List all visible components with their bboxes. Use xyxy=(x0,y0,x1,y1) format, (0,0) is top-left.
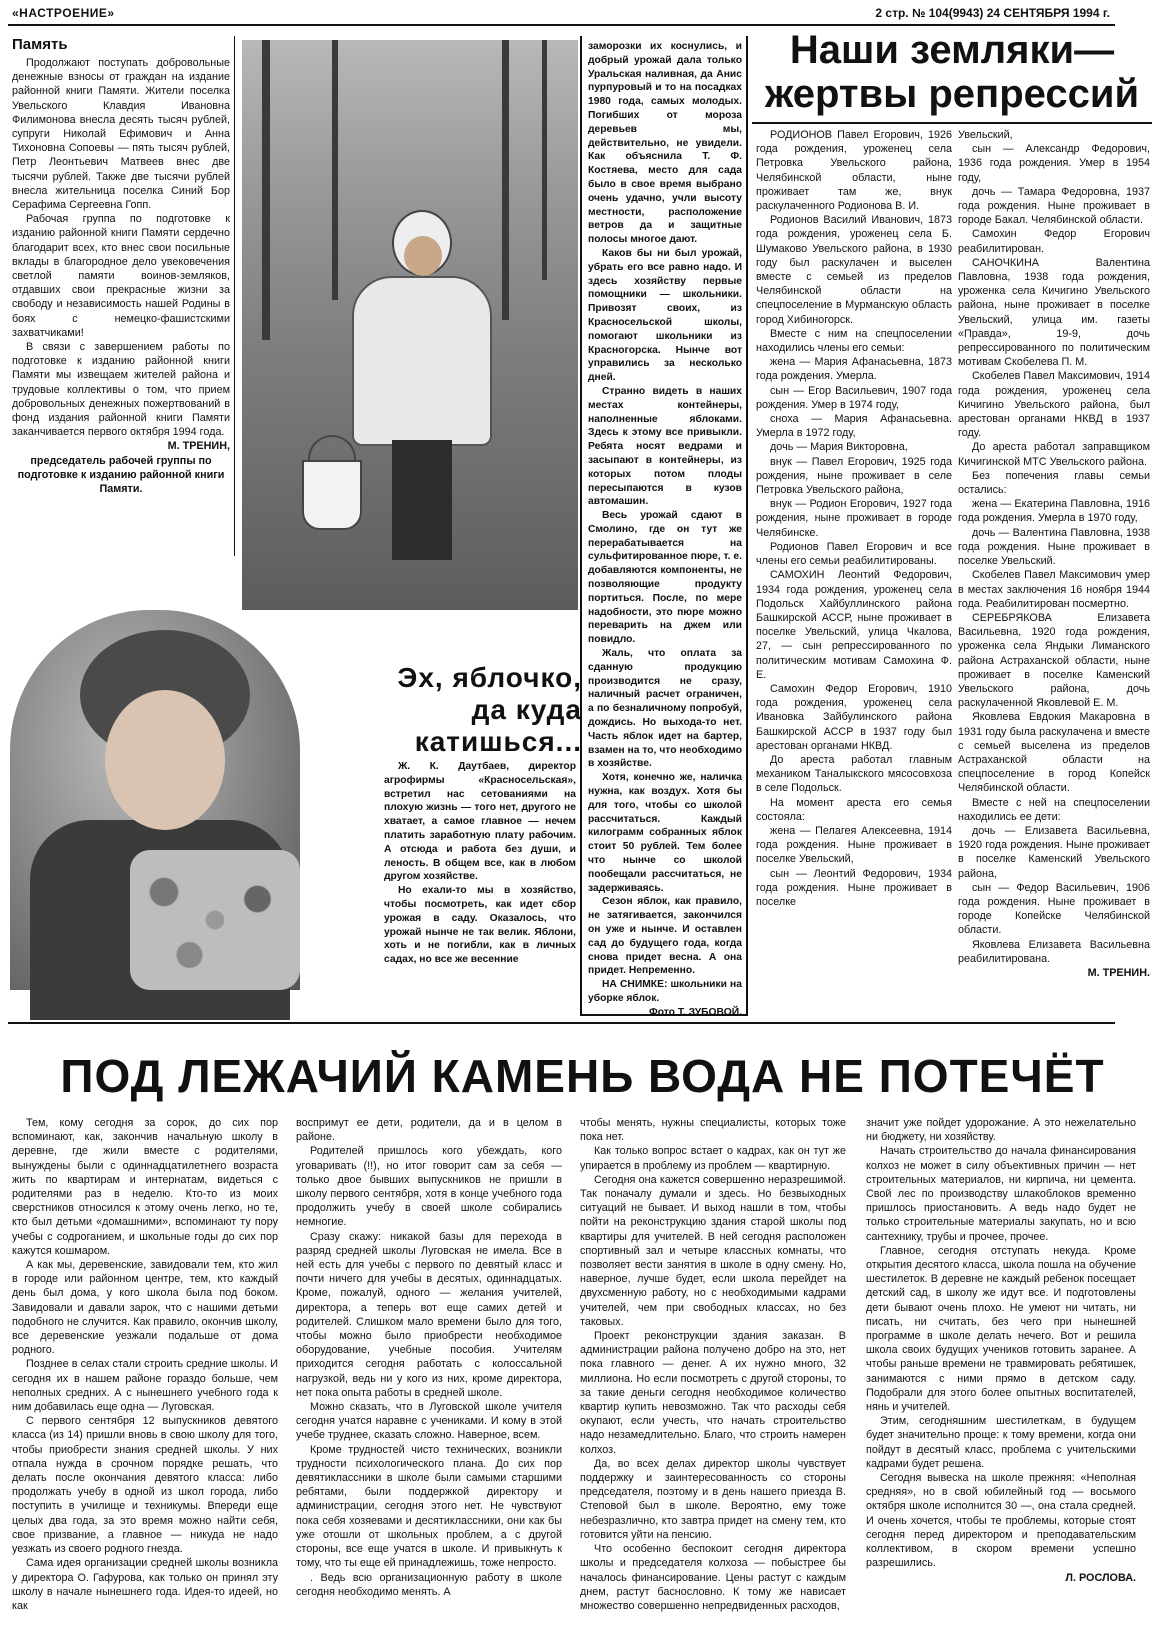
apple-paragraph: Весь урожай сдают в Смолино, где он тут же перерабатывается на сульфитированное пюре, т. е. добавляются компоненты, не позволяющие продукту портиться. После, по мере надобности, это пюре можно переварить на джем или повидло. xyxy=(588,510,742,646)
repression-title-line: жертвы репрессий xyxy=(764,72,1140,116)
kamen-column-4 xyxy=(866,1116,1136,1640)
photo-caption: НА СНИМКЕ: школьники на уборке яблок. xyxy=(588,979,742,1004)
repression-paragraph: СЕРЕБРЯКОВА Елизавета Васильевна, 1920 года рождения, уроженка села Яндыки Лиманского района Астраханской области, ныне проживает в поселке Каменский Увельского района, дочь раскулаченной Яковлевой Е. М. xyxy=(958,611,1150,710)
kamen-paragraph: Позднее в селах стали строить средние школы. И сегодня их в нашем районе гораздо больше, чем неполных средних. А с нынешнего учебного года к ним добавилась еще одна — Луговская. xyxy=(12,1358,278,1414)
repression-paragraph: Самохин Федор Егорович реабилитирован. xyxy=(958,228,1150,255)
kamen-paragraph: Этим, сегодняшним шестилеткам, в будущем будет значительно проще: к тому времени, когда они пойдут в десятый класс, проблема с учительскими кадрами будет решена. xyxy=(866,1415,1136,1470)
repression-paragraph: сын — Леонтий Федорович, 1934 года рождения. Ныне проживает в поселке xyxy=(756,867,952,908)
pamyat-paragraph: В связи с завершением работы по подготовке к изданию районной книги Памяти мы извещаем жителей района и трудовые коллективы о том, что прием добровольных денежных пожертвований в фонд издания районной книги Памяти заканчивается первого октября 1994 года. xyxy=(12,341,230,439)
repression-paragraph: Скобелев Павел Максимович умер в местах заключения 16 ноября 1944 года. Реабилитирован посмертно. xyxy=(958,569,1150,610)
repression-paragraph: Вместе с ним на спецпоселении находились члены его семьи: xyxy=(756,327,952,355)
kamen-paragraph: Сегодня она кажется совершенно неразрешимой. Так поначалу думали и здесь. Но безвыходных ситуаций не бывает. И выход нашли в том, чтобы пойти на реконструкцию здания старой школы под квартиры для учителей. В ней сегодня расположен спортивный зал и четыре классных комнаты, что позволяет вести занятия в школе в одну смену. Но, наверное, лучше будет, если школа перейдет на двухсменную работу, но с необходимыми кадрами учителей, чем при свободных классах, но без таковых. xyxy=(580,1173,846,1328)
repression-column-1 xyxy=(756,128,952,1016)
pamyat-signature: М. ТРЕНИН, xyxy=(167,440,230,453)
kamen-paragraph: Как только вопрос встает о кадрах, как он тут же упирается в проблему из проблем — квартирную. xyxy=(580,1145,846,1172)
kamen-paragraph: Родителей пришлось кого убеждать, кого уговаривать (!!), но итог говорит сам за себя — только двое бывших выпускников не пришли в школу первого сентября, хотя в конце учебного года продолжить учебу в своей школе собирались немногие. xyxy=(296,1145,562,1229)
kamen-paragraph: Главное, сегодня отступать некуда. Кроме открытия десятого класса, школа пошла на обучение шестилеток. В деревне не каждый ребенок посещает детский сад, в школу же идут все. И подготовлены дети бывают очень плохо. Не умеют ни читать, ни писать, ни считать, без чего при нынешней программе в школе делать нечего. Вот и решила школа своих будущих учеников готовить заранее. А чтобы раньше времени не травмировать ребятишек, занимаются с ними прямо в детском саду. Подобрали для этого более опытных воспитателей, нянь и учителей. xyxy=(866,1244,1136,1414)
repression-paragraph: дочь — Тамара Федоровна, 1937 года рождения. Ныне проживает в городе Бакал. Челябинской области. xyxy=(958,185,1150,227)
repression-paragraph: внук — Родион Егорович, 1927 года рождения, ныне проживает в городе Челябинске. xyxy=(756,498,952,539)
repression-signature: М. ТРЕНИН. xyxy=(1087,966,1150,979)
pamyat-paragraph: Рабочая группа по подготовке к изданию районной книги Памяти сердечно благодарит всех, кто внес свои посильные вклады в благородное дело увековечения светлой памяти воинов-земляков, отдавших свои прекрасные жизни за свободу и независимость нашей Родины в боях с немецко-фашистскими захватчиками! xyxy=(12,213,230,339)
repression-paragraph: сын — Егор Васильевич, 1907 года рождения. Умер в 1974 году, xyxy=(756,384,952,411)
repression-paragraph: Яковлева Евдокия Макаровна в 1931 году была раскулачена и вместе с семьей выселена из пределов Астраханской области на спецпоселение в город Копейск Челябинской области. xyxy=(958,711,1150,795)
apple-paragraph: Каков бы ни был урожай, убрать его все равно надо. И здесь хозяйству первые помощники — школьники. Привозят своих, из Красносельской школы, помогают школьники из Красногорска. Нынче вот управились за несколько дней. xyxy=(588,247,742,384)
kamen-paragraph: . Ведь всю организационную работу в школе сегодня необходимо менять. А xyxy=(296,1571,562,1598)
issue-info: 2 стр. № 104(9943) 24 СЕНТЯБРЯ 1994 г. xyxy=(875,6,1110,20)
repression-paragraph: сын — Федор Васильевич, 1906 года рождения. Ныне проживает в городе Копейске Челябинской области. xyxy=(958,881,1150,937)
repression-paragraph: На момент ареста его семья состояла: xyxy=(756,796,952,823)
repression-paragraph: Вместе с ней на спецпоселении находились ее дети: xyxy=(958,796,1150,823)
pamyat-title: Память xyxy=(12,36,68,53)
repression-title xyxy=(752,28,1152,116)
apple-title-line: катишься... xyxy=(414,726,582,757)
apple-paragraph: Хотя, конечно же, наличка нужна, как воздух. Хотя бы для того, чтобы со школой рассчитаться. Каждый килограмм собранных яблок стоит 50 рублей. Тем более что нынче со школой пообещали рассчитаться, не задерживаясь. xyxy=(588,772,742,894)
kamen-paragraph: Можно сказать, что в Луговской школе учителя сегодня учатся наравне с учениками. И кому в этой учебе труднее, сказать сложно. Наверное, всем. xyxy=(296,1401,562,1442)
kamen-paragraph: Сегодня вывеска на школе прежняя: «Неполная средняя», но в свой юбилейный год — восьмого октября школе исполнится 30 —, она стала средней. И очень хочется, чтобы те проблемы, которые стоят сегодня перед директором и преподавательским коллективом, в скором времени успешно разрешились. xyxy=(866,1472,1136,1570)
header-rule xyxy=(8,24,1115,26)
photo-woman-with-apples xyxy=(10,610,300,990)
apple-paragraph: Но ехали-то мы в хозяйство, чтобы посмотреть, как идет сбор урожая в саду. Оказалось, что урожай нынче не так велик. Яблони, хоть и не погибли, как в личных садах, но все же весенние xyxy=(384,885,576,966)
repression-paragraph: Самохин Федор Егорович, 1910 года рождения, уроженец села Ивановка Зайбулинского района Башкирской АССР в 1937 году был арестован органами НКВД. xyxy=(756,682,952,752)
kamen-column-1 xyxy=(12,1116,278,1640)
repression-paragraph: внук — Павел Егорович, 1925 года рождения, ныне проживает в селе Петровка Увельского района, xyxy=(756,455,952,497)
apple-title-line: Эх, яблочко, xyxy=(397,662,582,693)
kamen-article-title: ПОД ЛЕЖАЧИЙ КАМЕНЬ ВОДА НЕ ПОТЕЧЁТ xyxy=(60,1050,1105,1102)
kamen-paragraph: чтобы менять, нужны специалисты, которых тоже пока нет. xyxy=(580,1117,846,1144)
kamen-paragraph: Да, во всех делах директор школы чувствует поддержку и заинтересованность со стороны председателя, поэтому и в день нашего приезда В. Степовой был в школе. Вероятно, ему тоже небезразлично, кто завтра придет на смену тем, кто готовится уйти на пенсию. xyxy=(580,1457,846,1541)
kamen-paragraph: Что особенно беспокоит сегодня директора школы и председателя колхоза — побыстрее бы началось финансирование. Цены растут с каждым днем, растут баснословно. К тому же нависает множество совершенно непредвиденных расходов, xyxy=(580,1543,846,1612)
kamen-paragraph: Сразу скажу: никакой базы для перехода в разряд средней школы Луговская не имела. Все в ней есть для учебы с первого по девятый класс и почти ничего для учебы в десятых, одиннадцатых. Кроме, пожалуй, одного — желания учителей, директора, а теперь вот еще самих детей и родителей. Слишком мало времени было для того, чтобы можно было приобрести необходимое оборудование, учебные пособия. Учителям приходится сегодня работать с колоссальной нагрузкой, ведь ни у кого из них, кроме директора, нет пока опыта работы в средней школе. xyxy=(296,1230,562,1399)
apple-paragraph: Странно видеть в наших местах контейнеры, наполненные яблоками. Здесь к этому все привыкли. Ребята носят ведрами и засыпают в контейнеры, из которых потом плоды пересыпаются в кузов автомашин. xyxy=(588,385,742,508)
repression-paragraph: сын — Александр Федорович, 1936 года рождения. Умер в 1954 году, xyxy=(958,143,1150,184)
repression-paragraph: До ареста работал главным механиком Таналыкского мясосовхоза в селе Подольск. xyxy=(756,753,952,795)
repression-paragraph: САМОХИН Леонтий Федорович, 1934 года рождения, уроженец села Подольск Хайбуллинского района Башкирской АССР, ныне проживает в поселке Увельский, улица Чкалова, 27, — сын репрессированного по политическим мотивам Самохина Ф. Е. xyxy=(756,569,952,681)
kamen-paragraph: С первого сентября 12 выпускников девятого класса (из 14) пришли вновь в свою школу для того, чтобы приобрести знания средней школы. У них отпала нужда в срочном порядке решать, что делать после окончания девятого класса: либо продолжать учебу в одной из школ города, либо поступить в училище и техникумы. Впереди еще целых два года, за это время можно найти себя, свое призвание, а главное — никуда не надо уезжать из своего родного гнезда. xyxy=(12,1415,278,1556)
pamyat-article xyxy=(12,56,230,556)
photo-girl-with-bucket xyxy=(242,40,578,610)
apple-paragraph: Ж. К. Даутбаев, директор агрофирмы «Красносельская», встретил нас сетованиями на плохую жизнь — того нет, другого не хватает, а самое главное — нечем платить заработную плату рабочим. А отсюда и работа без души, и леность. В общем все, как в любом другом хозяйстве. xyxy=(384,761,576,883)
kamen-paragraph: Кроме трудностей чисто технических, возникли трудности психологического плана. До сих пор девятиклассники в школе были самыми старшими ребятами, были поддержкой директору и администрации, сегодня этого нет. Не чувствуют пока себя хозяевами и десятиклассники, они как бы уже отошли от школьных проблем, а с другой стороны, все еще учатся в школе. И привыкнуть к тому, что ты еще ей принадлежишь, тоже непросто. xyxy=(296,1443,562,1570)
repression-paragraph: дочь — Валентина Павловна, 1938 года рождения. Ныне проживает в поселке Увельский. xyxy=(958,526,1150,568)
repression-paragraph: Яковлева Елизавета Васильевна реабилитирована. xyxy=(958,938,1150,965)
repression-paragraph: жена — Пелагея Алексеевна, 1914 года рождения. Ныне проживает в поселке Увельский, xyxy=(756,824,952,866)
repression-paragraph: Скобелев Павел Максимович, 1914 года рождения, уроженец села Кичигино Увельского района, был арестован органами НКВД в 1937 году. xyxy=(958,370,1150,440)
repression-paragraph: жена — Екатерина Павловна, 1916 года рождения. Умерла в 1970 году, xyxy=(958,498,1150,525)
apple-text-left xyxy=(384,760,576,1015)
kamen-paragraph: А как мы, деревенские, завидовали тем, кто жил в городе или районном центре, тем, кто каждый день был дома, у кого школа была под боком. Завидовали и давали зарок, что с нашими детьми подобного не случится. Как правило, окончив школу, все деревенские уезжали подальше от дома родного. xyxy=(12,1259,278,1357)
section-rule xyxy=(8,1022,1115,1024)
repression-paragraph: дочь — Елизавета Васильевна, 1920 года рождения. Ныне проживает в поселке Каменский Увельского района, xyxy=(958,824,1150,880)
repression-paragraph: САНОЧКИНА Валентина Павловна, 1938 года рождения, уроженка села Кичигино Увельского района, ныне проживает в поселке Увельский, улица им. газеты «Правда», 19-9, дочь репрессированного по политическим мотивам Скобелева П. М. xyxy=(958,256,1150,369)
kamen-paragraph: Тем, кому сегодня за сорок, до сих пор вспоминают, как, закончив начальную школу в деревне, где жили вместе с родителями, вынуждены были с одиннадцатилетнего возраста жить по квартирам и интернатам, видеться с родителями раз в неделю. Кто-то из моих сверстников относился к этому очень легко, но те, кто был детьми «домашними», вспоминают ту пору учебы с содроганием, и школьные годы до сих пор кажутся кошмаром. xyxy=(12,1117,278,1257)
apple-article-title xyxy=(292,662,582,758)
repression-title-line: Наши земляки— xyxy=(789,28,1115,72)
apple-paragraph: Сезон яблок, как правило, не затягивается, закончился он уже и нынче. И оставлен сад до будущего года, когда снова придет весна. А она придет. Непременно. xyxy=(588,896,742,977)
apple-title-line: да куда xyxy=(471,694,582,725)
repression-column-2 xyxy=(958,128,1150,1016)
kamen-paragraph: Сама идея организации средней школы возникла у директора О. Гафурова, как только он принял эту школу в начале нынешнего года. Идея-то идеей, но как xyxy=(12,1557,278,1612)
kamen-paragraph: Проект реконструкции здания заказан. В администрации района получено добро на это, нет пока главного — денег. А их нужно много, 32 миллиона. Но если посмотреть с другой стороны, то за такие деньги сегодня необходимое количество квартир купить невозможно. Так что расходы себя окупают, если учесть, что начать строительство надо незамедлительно. Благо, что строить намерен колхоз. xyxy=(580,1330,846,1456)
repression-paragraph: Родионов Павел Егорович и все члены его семьи реабилитированы. xyxy=(756,540,952,568)
kamen-paragraph: воспримут ее дети, родители, да и в целом в районе. xyxy=(296,1117,562,1144)
newspaper-name: «НАСТРОЕНИЕ» xyxy=(12,6,115,20)
apple-text-right xyxy=(588,40,742,1018)
repression-paragraph: РОДИОНОВ Павел Егорович, 1926 года рождения, уроженец села Петровка Увельского района, Челябинской области, ныне проживает там же, внук раскулаченного Родионова В. И. xyxy=(756,129,952,213)
repression-paragraph: жена — Мария Афанасьевна, 1873 года рождения. Умерла. xyxy=(756,356,952,383)
pamyat-signature-role: председатель рабочей группы по подготовке к изданию районной книги Памяти. xyxy=(17,454,225,496)
repression-title-rule xyxy=(752,122,1152,124)
kamen-paragraph: Начать строительство до начала финансирования колхоз не может в силу объективных причин — нет строительных материалов, ни кирпича, ни цемента. Свой лес по производству шлакоблоков временно пришлось приостановить. А ведь надо будет не только строительные материалы закупать, но и всю сантехнику, трубы и прочее, прочее. xyxy=(866,1145,1136,1243)
kamen-column-2 xyxy=(296,1116,562,1640)
repression-paragraph: Без попечения главы семьи остались: xyxy=(958,469,1150,497)
pamyat-paragraph: Продолжают поступать добровольные денежные взносы от граждан на издание районной книги Памяти. Жители поселка Увельского Клавдия Ивановна Филимонова внесла десять тысяч рублей, супруги Николай Ефимович и Анна Тихоновна Сопоевы — пять тысяч рублей, Петр Леонтьевич Матвеев внес две тысячи рублей. Также две тысячи рублей внесла жительница поселка Синий Бор Серафима Сергеевна Гопп. xyxy=(12,57,230,212)
repression-paragraph: сноха — Мария Афанасьевна. Умерла в 1972 году, xyxy=(756,413,952,440)
kamen-paragraph: значит уже пойдет удорожание. А это нежелательно ни бюджету, ни хозяйству. xyxy=(866,1117,1136,1144)
photo-credit: Фото Т. ЗУБОВОЙ. xyxy=(648,1006,742,1018)
repression-paragraph: дочь — Мария Викторовна, xyxy=(770,441,908,454)
kamen-signature: Л. РОСЛОВА. xyxy=(1065,1571,1136,1584)
column-divider xyxy=(234,36,235,556)
apple-paragraph: Жаль, что оплата за сданную продукцию производится не сразу, наличный расчет ограничен, а по безналичному попробуй, дождись. Но выхода-то нет. Часть яблок идет на бартер, взамен на то, что необходимо в хозяйстве. xyxy=(588,648,742,770)
apple-paragraph: заморозки их коснулись, и добрый урожай дала только Уральская наливная, да Анис пурпуровый и то на посадках 1980 года, самых молодых. Погибших от мороза деревьев мы, действительно, не увидели. Как объяснила Т. Ф. Костяева, место для сада было в свое время выбрано очень удачно, учли высоту местности, расположение ветров да и защитные полосы многое дают. xyxy=(588,41,742,246)
repression-paragraph: Родионов Василий Иванович, 1873 года рождения, уроженец села Б. Шумаково Увельского района, в 1930 году был раскулачен и выселен вместе с семьей из пределов Челябинской области на спецпоселение в Мурманскую область город Хибиногорск. xyxy=(756,214,952,326)
kamen-column-3 xyxy=(580,1116,846,1640)
repression-paragraph: До ареста работал заправщиком Кичигинской МТС Увельского района. xyxy=(958,441,1150,468)
repression-paragraph: Увельский, xyxy=(958,129,1013,141)
